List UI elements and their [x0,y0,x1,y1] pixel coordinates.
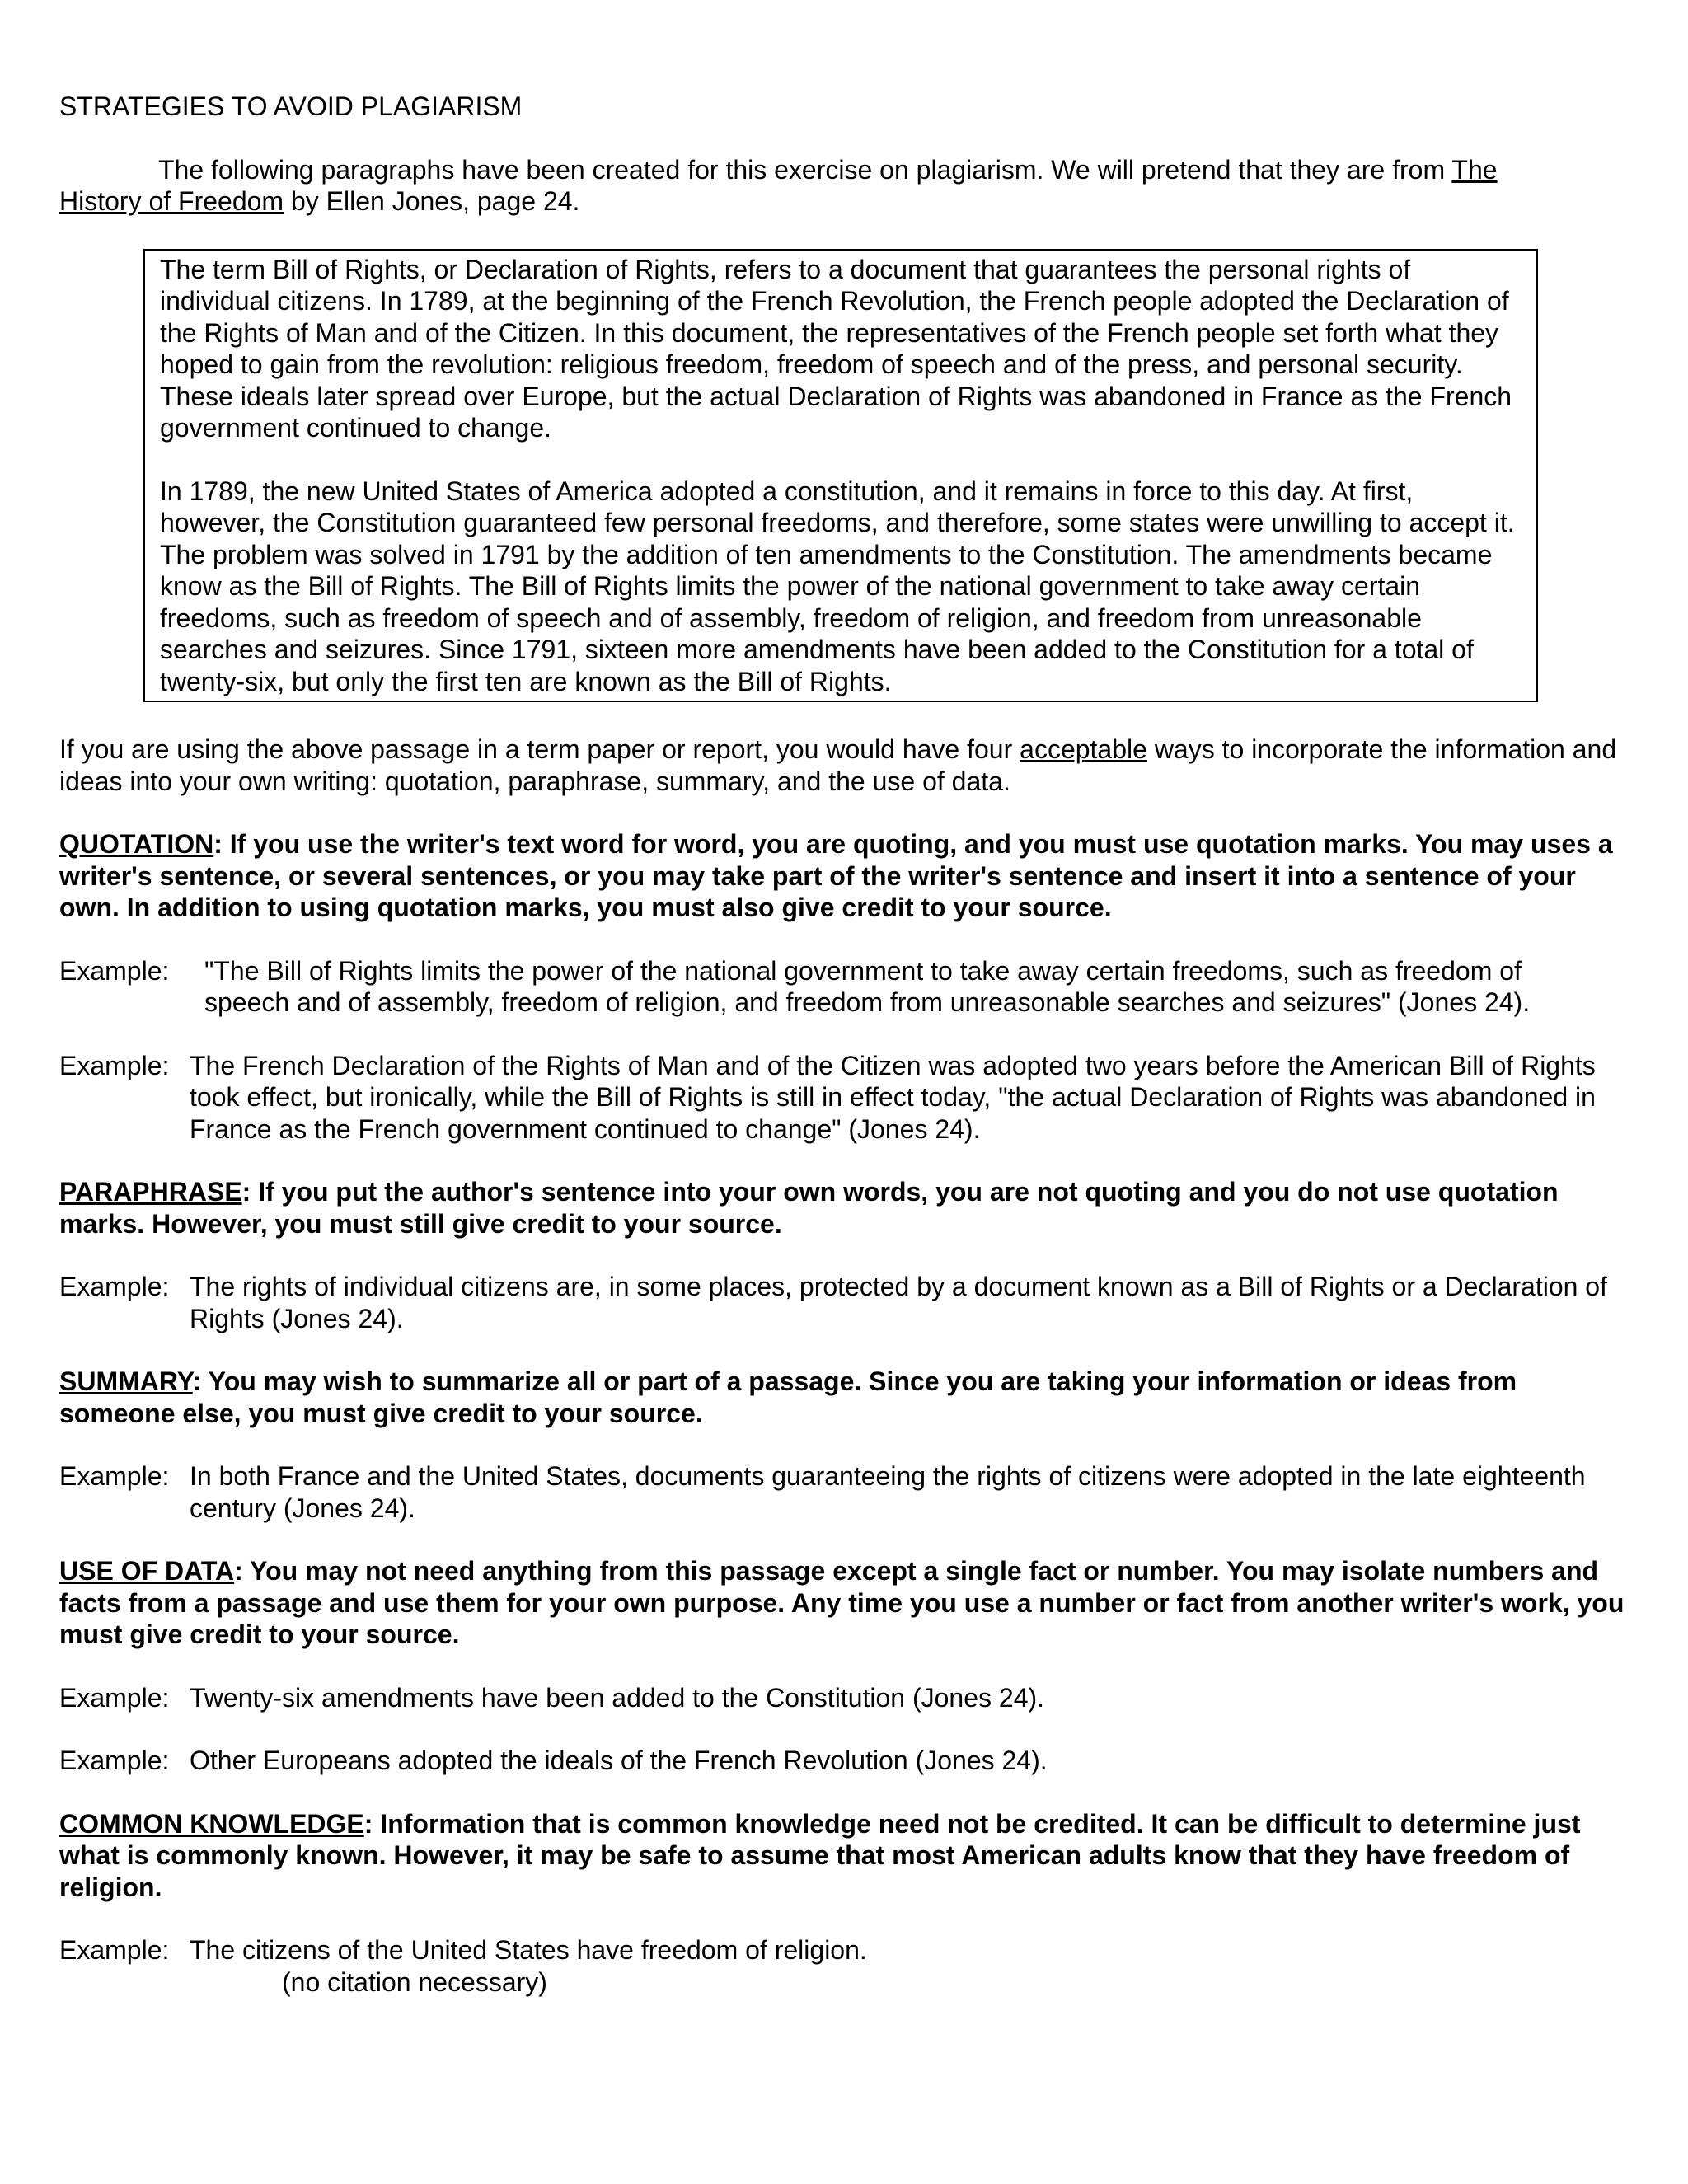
paraphrase-label: PARAPHRASE [59,1177,242,1207]
intro-text-before: The following paragraphs have been created for this exercise on plagiarism. We will pretend that they are from [158,154,1452,185]
example-text: In both France and the United States, documents guaranteeing the rights of citizens were adopted in the late eighteenth century (Jones 24). [190,1461,1586,1523]
example-text: The French Declaration of the Rights of Man and of the Citizen was adopted two years before the American Bill of Rights took effect, but ironically, while the Bill of Rights is still in effect today, "the actual Declaration of Rights was abandoned in France as the French government continued to change" (Jones 24). [190,1050,1596,1144]
example-text: The rights of individual citizens are, in some places, protected by a document known as a Bill of Rights or a Declaration of Rights (Jones 24). [190,1272,1607,1333]
ways-paragraph [59,733,1617,797]
example-label: Example: [59,1272,170,1301]
use-of-data-heading [59,1555,1625,1651]
quotation-example-1 [59,955,1609,1019]
example-label: Example: [59,955,170,986]
paraphrase-example-1 [59,1271,1609,1334]
book-title: The History of Freedom [59,154,1498,216]
summary-heading [59,1366,1625,1429]
ways-text-after: ways to incorporate the information and ideas into your own writing: quotation, paraphrase, summary, and the use of data. [59,734,1617,796]
ways-text-before: If you are using the above passage in a term paper or report, you would have four [59,734,1020,764]
common-knowledge-text: : Information that is common knowledge need not be credited. It can be difficult to determine just what is commonly known. However, it may be safe to assume that most American adults know that they have freedom of religion. [59,1808,1581,1902]
use-of-data-example-2 [59,1745,1609,1777]
example-text: Twenty-six amendments have been added to the Constitution (Jones 24). [190,1682,1045,1713]
use-of-data-label: USE OF DATA [59,1556,235,1586]
example-label: Example: [59,1050,170,1080]
summary-text: : You may wish to summarize all or part of a passage. Since you are taking your information or ideas from someone else, you must give credit to your source. [59,1366,1517,1428]
example-label: Example: [59,1746,170,1775]
quotation-heading [59,828,1625,924]
example-label: Example: [59,1682,170,1713]
example-text-wrapper [190,1934,1609,1998]
paraphrase-heading [59,1176,1625,1240]
example-label: Example: [59,1461,170,1491]
paraphrase-text: : If you put the author's sentence into your own words, you are not quoting and you do not use quotation marks. However, you must still give credit to your source. [59,1177,1559,1239]
no-citation-note: (no citation necessary) [282,1966,547,1997]
common-knowledge-heading [59,1808,1625,1904]
source-passage-box [143,249,1538,703]
quotation-label: QUOTATION [59,829,214,859]
page-title: STRATEGIES TO AVOID PLAGIARISM [59,91,523,121]
common-knowledge-example-1 [59,1934,1609,1998]
ways-underlined-word: acceptable [1020,734,1147,764]
passage-paragraph-1: The term Bill of Rights, or Declaration of Rights, refers to a document that guarantees the personal rights of individual citizens. In 1789, at the beginning of the French Revolution, the French people adopted the Declaration of the Rights of Man and of the Citizen. In this document, the representatives of the French people set forth what they hoped to gain from the revolution: religious freedom, freedom of speech and of the press, and personal security. These ideals later spread over Europe, but the actual Declaration of Rights was abandoned in France as the French government continued to change. [160,254,1512,443]
quotation-example-2 [59,1050,1609,1146]
passage-paragraph-2: In 1789, the new United States of America adopted a constitution, and it remains in force to this day. At first, however, the Constitution guaranteed few personal freedoms, and therefore, some states were unwilling to accept it. The problem was solved in 1791 by the addition of ten amendments to the Constitution. The amendments became know as the Bill of Rights. The Bill of Rights limits the power of the national government to take away certain freedoms, such as freedom of speech and of assembly, freedom of religion, and freedom from unreasonable searches and seizures. Since 1791, sixteen more amendments have been added to the Constitution for a total of twenty-six, but only the first ten are known as the Bill of Rights. [160,476,1515,696]
example-text: The citizens of the United States have freedom of religion. [190,1935,867,1965]
summary-label: SUMMARY [59,1366,193,1396]
example-label: Example: [59,1935,170,1965]
common-knowledge-label: COMMON KNOWLEDGE [59,1808,364,1839]
use-of-data-example-1 [59,1682,1609,1714]
example-text: "The Bill of Rights limits the power of the national government to take away certain freedoms, such as freedom of speech and of assembly, freedom of religion, and freedom from unreasonable searches and seizures" (Jones 24). [204,955,1531,1017]
use-of-data-text: : You may not need anything from this passage except a single fact or number. You may isolate numbers and facts from a passage and use them for your own purpose. Any time you use a number or fact from another writer's work, you must give credit to your source. [59,1556,1625,1649]
intro-paragraph [59,154,1568,218]
example-text: Other Europeans adopted the ideals of the French Revolution (Jones 24). [190,1746,1048,1775]
intro-text-after: by Ellen Jones, page 24. [284,186,580,216]
quotation-text: : If you use the writer's text word for word, you are quoting, and you must use quotation marks. You may uses a writer's sentence, or several sentences, or you may take part of the writer's sentence and insert it into a sentence of your own. In addition to using quotation marks, you must also give credit to your source. [59,829,1613,922]
summary-example-1 [59,1460,1609,1524]
